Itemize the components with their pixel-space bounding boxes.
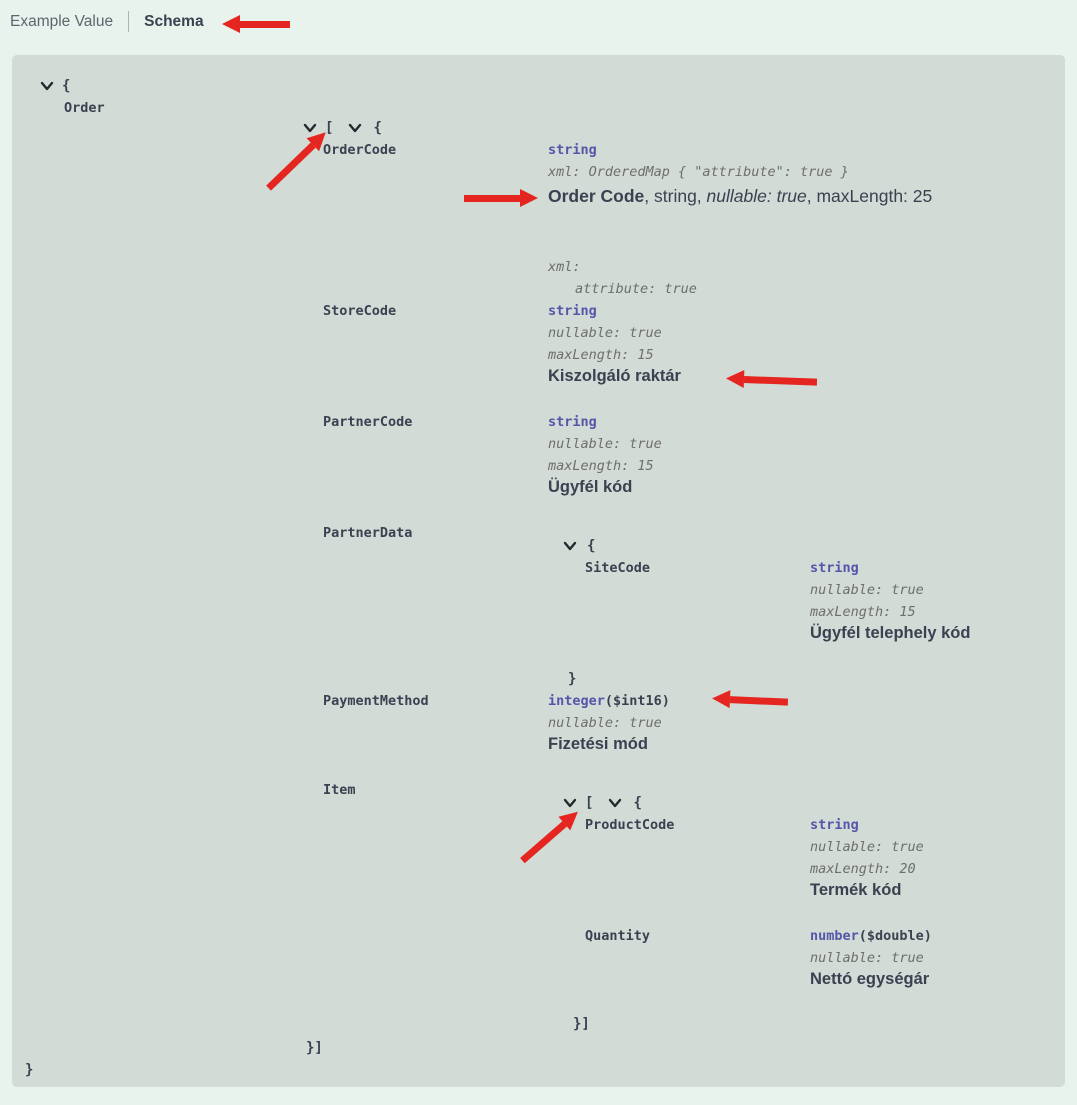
prop-nullable-sitecode: nullable: true [810, 582, 924, 598]
partnerdata-object-open [563, 535, 595, 557]
prop-xml-ordercode: xml: OrderedMap { "attribute": true } [548, 164, 849, 180]
property-name-item: Item [323, 782, 356, 798]
prop-description-productcode: Termék kód [810, 881, 902, 899]
prop-type-format: ($int16) [604, 693, 670, 709]
property-name-partnercode: PartnerCode [323, 414, 413, 430]
partnerdata-close-brace: } [568, 671, 577, 687]
model-tabs [10, 11, 204, 32]
tab-divider [128, 11, 129, 32]
prop-description-partnercode: Ügyfél kód [548, 478, 633, 496]
chevron-down-icon[interactable] [608, 796, 622, 810]
annotation-arrow-paymentmethod-type [712, 689, 789, 710]
prop-type-partnercode: string [548, 414, 597, 430]
chevron-down-icon[interactable] [40, 79, 54, 93]
annotation-arrow-storecode-description [726, 369, 818, 390]
chevron-down-icon[interactable] [348, 121, 362, 135]
property-name-partnerdata: PartnerData [323, 525, 413, 541]
root-close-brace: } [25, 1062, 34, 1078]
chevron-down-icon[interactable] [563, 539, 577, 553]
tab-schema[interactable]: Schema [144, 12, 204, 30]
schema-panel [12, 55, 1065, 1087]
prop-type-productcode: string [810, 817, 859, 833]
prop-type-storecode: string [548, 303, 597, 319]
prop-maxlength-storecode: maxLength: 15 [548, 347, 654, 363]
prop-type-ordercode: string [548, 142, 597, 158]
prop-nullable-partnercode: nullable: true [548, 436, 662, 452]
tab-example-value[interactable]: Example Value [10, 12, 114, 30]
root-object-open [40, 75, 70, 97]
order-array-open-bracket: [ [325, 120, 334, 136]
prop-type-paymentmethod: integer ($int16) [548, 690, 670, 712]
property-name-quantity: Quantity [585, 928, 651, 944]
property-name-sitecode: SiteCode [585, 560, 651, 576]
item-array-open-bracket: [ [585, 795, 594, 811]
prop-description-paymentmethod: Fizetési mód [548, 735, 648, 753]
order-array-open-brace: { [373, 120, 382, 136]
annotation-arrow-schema-tab [222, 15, 290, 33]
prop-type-sitecode: string [810, 560, 859, 576]
prop-description-ordercode: Order Code , string, nullable: true , maxLength: 25 [548, 186, 933, 206]
annotation-arrow-ordercode-description [464, 189, 538, 207]
prop-xml-label-storecode: xml: [548, 259, 581, 275]
prop-nullable-quantity: nullable: true [810, 950, 924, 966]
prop-maxlength-partnercode: maxLength: 15 [548, 458, 654, 474]
property-name-storecode: StoreCode [323, 303, 397, 319]
property-name-paymentmethod: PaymentMethod [323, 693, 429, 709]
prop-type-quantity: number ($double) [810, 925, 932, 947]
prop-nullable-storecode: nullable: true [548, 325, 662, 341]
order-array-close: }] [306, 1040, 323, 1056]
prop-maxlength-productcode: maxLength: 20 [810, 861, 916, 877]
prop-description-sitecode: Ügyfél telephely kód [810, 624, 971, 642]
prop-description-quantity: Nettó egységár [810, 970, 930, 988]
prop-type-format: ($double) [858, 928, 932, 944]
property-name-order: Order [64, 100, 105, 116]
property-name-productcode: ProductCode [585, 817, 675, 833]
item-array-close: }] [573, 1016, 590, 1032]
partnerdata-open-brace: { [587, 538, 596, 554]
root-open-brace: { [62, 78, 71, 94]
item-array-open-brace: { [633, 795, 642, 811]
prop-description-storecode: Kiszolgáló raktár [548, 367, 681, 385]
prop-maxlength-sitecode: maxLength: 15 [810, 604, 916, 620]
property-name-ordercode: OrderCode [323, 142, 397, 158]
prop-nullable-paymentmethod: nullable: true [548, 715, 662, 731]
prop-xml-attribute-storecode: attribute: true [575, 281, 697, 297]
prop-nullable-productcode: nullable: true [810, 839, 924, 855]
